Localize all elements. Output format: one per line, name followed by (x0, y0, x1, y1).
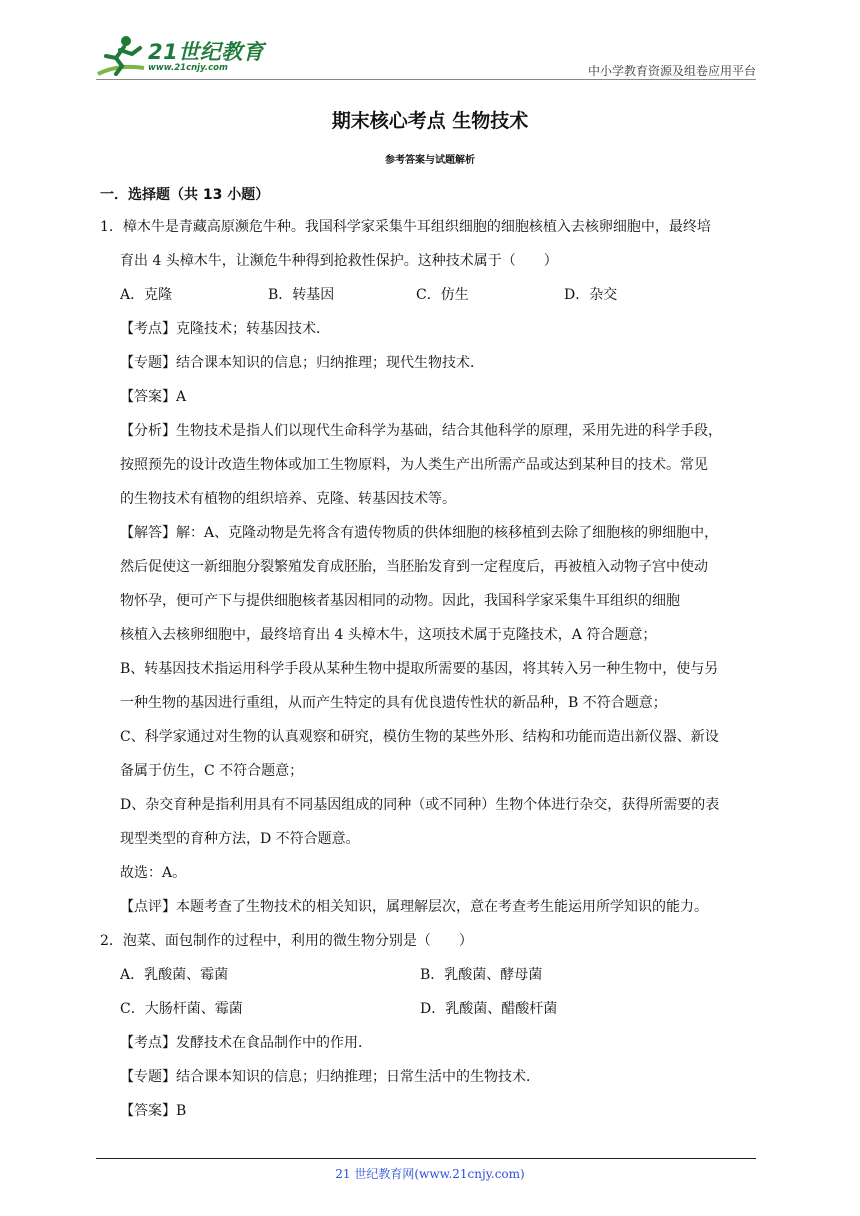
solution: 然后促使这一新细胞分裂繁殖发育成胚胎，当胚胎发育到一定程度后，再被植入动物子宫中使动 (120, 559, 708, 575)
zhuanti: 【专题】结合课本知识的信息；归纳推理；现代生物技术． (120, 355, 484, 371)
solution-b: B、转基因技术指运用科学手段从某种生物中提取所需要的基因，将其转入另一种生物中，使与另 (120, 661, 719, 677)
logo (96, 34, 266, 78)
option-b: B．转基因 (268, 287, 335, 303)
logo-text: 21世纪教育 (148, 40, 265, 64)
platform-name: 中小学教育资源及组卷应用平台 (587, 64, 756, 78)
option-list (100, 958, 760, 992)
zhuanti: 【专题】结合课本知识的信息；归纳推理；日常生活中的生物技术． (120, 1069, 540, 1085)
answer: 【答案】B (120, 1103, 187, 1119)
footer-link[interactable]: 21 世纪教育网(www.21cnjy.com) (335, 1167, 525, 1181)
analysis: 【分析】生物技术是指人们以现代生命科学为基础，结合其他科学的原理，采用先进的科学手段， (120, 423, 722, 439)
question-1 (100, 210, 760, 924)
question-stem: 1．樟木牛是青藏高原濒危牛种。我国科学家采集牛耳组织细胞的细胞核植入去核卵细胞中，最终培 (100, 219, 711, 235)
solution: 核植入去核卵细胞中，最终培育出 4 头樟木牛，这项技术属于克隆技术，A 符合题意； (120, 627, 657, 643)
page-header (96, 30, 756, 80)
page-subtitle: 参考答案与试题解析 (385, 155, 475, 166)
option-b: B．乳酸菌、酵母菌 (420, 967, 543, 983)
kaodian: 【考点】克隆技术；转基因技术． (120, 321, 330, 337)
option-list (100, 278, 760, 312)
question-stem: 2．泡菜、面包制作的过程中，利用的微生物分别是（ ） (100, 933, 473, 949)
solution-c: 备属于仿生，C 不符合题意； (120, 763, 304, 779)
header-divider (96, 79, 756, 80)
option-list (100, 992, 760, 1026)
runner-logo-icon (96, 34, 148, 78)
solution-d: 现型类型的育种方法，D 不符合题意。 (120, 831, 360, 847)
footer-divider (96, 1158, 756, 1159)
solution-b: 一种生物的基因进行重组，从而产生特定的具有优良遗传性状的新品种，B 不符合题意； (120, 695, 667, 711)
solution-c: C、科学家通过对生物的认真观察和研究，模仿生物的某些外形、结构和功能而造出新仪器、新设 (120, 729, 719, 745)
choice: 故选：A。 (120, 865, 187, 881)
answer: 【答案】A (120, 389, 187, 405)
question-stem: 育出 4 头樟木牛，让濒危牛种得到抢救性保护。这种技术属于（ ） (120, 253, 558, 269)
option-a: A．乳酸菌、霉菌 (120, 967, 229, 983)
solution: 物怀孕，便可产下与提供细胞核者基因相同的动物。因此，我国科学家采集牛耳组织的细胞 (120, 593, 680, 609)
question-content (100, 210, 760, 1128)
option-c: C．大肠杆菌、霉菌 (120, 1001, 243, 1017)
kaodian: 【考点】发酵技术在食品制作中的作用． (120, 1035, 372, 1051)
option-a: A．克隆 (120, 287, 173, 303)
analysis: 按照预先的设计改造生物体或加工生物原料，为人类生产出所需产品或达到某种目的技术。常见 (120, 457, 708, 473)
section-heading: 一．选择题（共 13 小题） (100, 187, 270, 203)
logo-url: www.21cnjy.com (148, 63, 228, 73)
option-d: D．杂交 (564, 287, 618, 303)
option-c: C．仿生 (416, 287, 469, 303)
option-d: D．乳酸菌、醋酸杆菌 (420, 1001, 558, 1017)
solution: 【解答】解：A、克隆动物是先将含有遗传物质的供体细胞的核移植到去除了细胞核的卵细胞中， (120, 525, 719, 541)
question-2 (100, 924, 760, 1128)
page-title: 期末核心考点 生物技术 (331, 110, 529, 132)
comment: 【点评】本题考查了生物技术的相关知识，属理解层次，意在考查考生能运用所学知识的能力。 (120, 899, 708, 915)
analysis: 的生物技术有植物的组织培养、克隆、转基因技术等。 (120, 491, 456, 507)
solution-d: D、杂交育种是指利用具有不同基因组成的同种（或不同种）生物个体进行杂交，获得所需要的表 (120, 797, 720, 813)
